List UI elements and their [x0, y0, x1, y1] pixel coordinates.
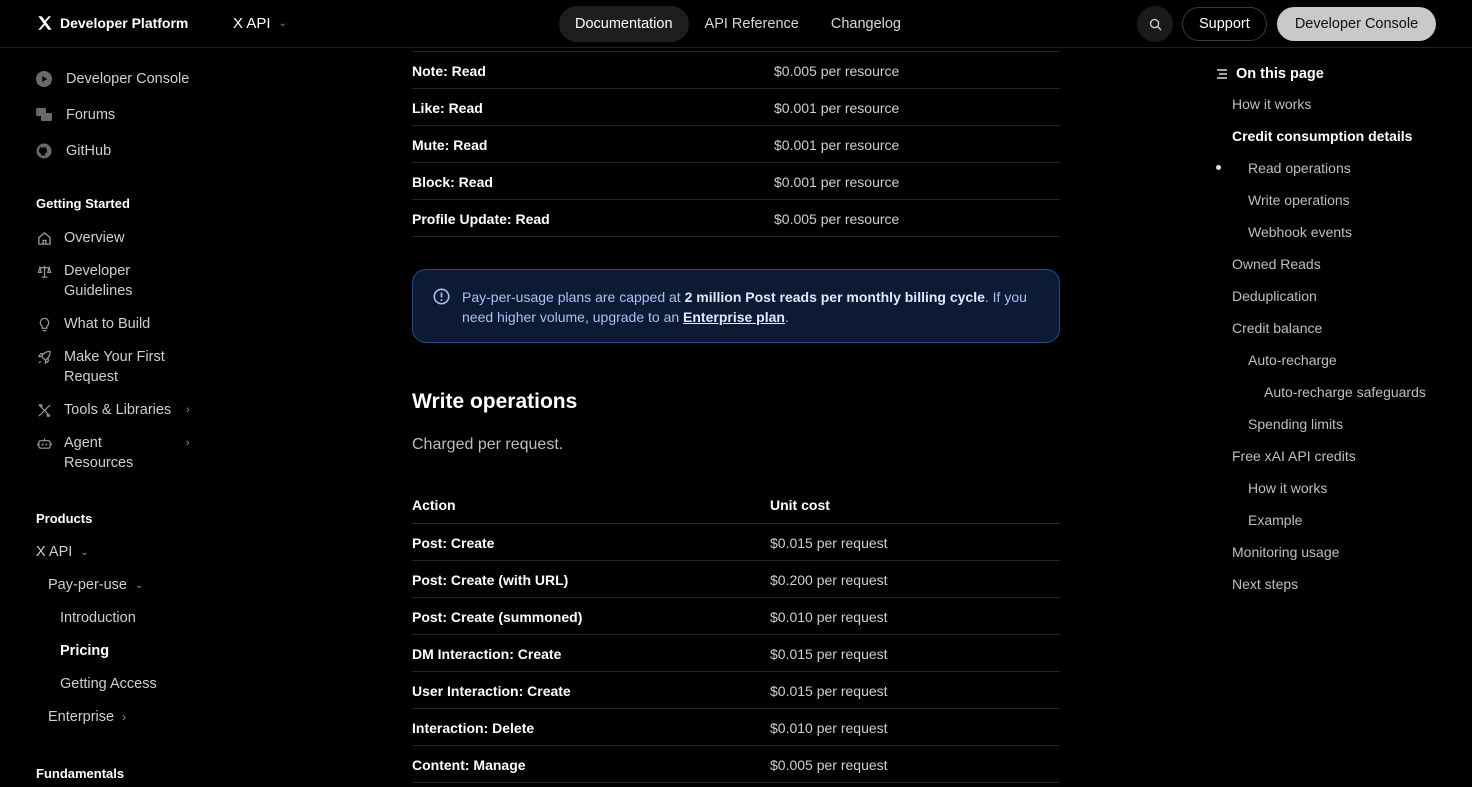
action-cell: Interaction: Delete	[412, 720, 535, 736]
x-logo-icon	[36, 14, 54, 32]
action-cell: DM Interaction: Create	[412, 646, 562, 662]
developer-console-button[interactable]: Developer Console	[1277, 7, 1436, 41]
section-heading-products: Products	[36, 511, 93, 526]
table-row	[412, 524, 1060, 561]
table-row	[412, 635, 1060, 672]
toc-item[interactable]: Credit balance	[1232, 320, 1323, 336]
toc-item[interactable]: Spending limits	[1248, 416, 1343, 432]
action-cell: Post: Create (with URL)	[412, 572, 569, 588]
toc-item[interactable]: Write operations	[1248, 192, 1350, 208]
toc-item[interactable]: Deduplication	[1232, 288, 1317, 304]
action-cell: Post: Create	[412, 535, 495, 551]
table-row	[412, 709, 1060, 746]
note-text-part: Pay-per-usage plans are capped at	[462, 289, 685, 305]
action-cell: Like: Read	[412, 100, 483, 116]
top-nav	[559, 6, 917, 42]
sidebar-item-developer-guidelines[interactable]	[36, 261, 186, 301]
sidebar-link-label: GitHub	[66, 143, 112, 159]
toc-item[interactable]: Credit consumption details	[1232, 128, 1413, 144]
chevron-right-icon: ›	[122, 710, 127, 724]
tab-documentation[interactable]: Documentation	[559, 6, 689, 42]
chevron-down-icon: ⌄	[134, 579, 144, 591]
sidebar-item-label: Developer Guidelines	[64, 263, 133, 299]
sidebar-item-pay-per-use[interactable]	[48, 577, 143, 593]
action-cell: User Interaction: Create	[412, 683, 571, 699]
sidebar-item-label: What to Build	[64, 316, 151, 332]
toc-item[interactable]: Free xAI API credits	[1232, 448, 1356, 464]
sidebar-item-what-to-build[interactable]	[36, 314, 206, 334]
tab-api-reference[interactable]: API Reference	[704, 16, 799, 32]
action-cell: Block: Read	[412, 174, 493, 190]
sidebar-item-tools-libraries[interactable]	[36, 400, 206, 420]
toc-item[interactable]: Read operations	[1248, 160, 1351, 176]
action-cell: Post: Create (summoned)	[412, 609, 583, 625]
info-circle-icon	[433, 288, 450, 305]
table-row	[412, 598, 1060, 635]
cost-cell: $0.200 per request	[770, 572, 888, 588]
note-text-part: . If you need higher volume, upgrade to an	[462, 289, 1027, 325]
sidebar-item-label: Agent Resources	[64, 435, 134, 471]
toc-title	[1216, 66, 1324, 82]
sidebar-link-github[interactable]	[36, 143, 111, 159]
chevron-down-icon: ⌄	[278, 18, 287, 29]
sidebar-item-introduction[interactable]: Introduction	[60, 610, 136, 626]
tools-icon	[36, 400, 52, 420]
enterprise-plan-link[interactable]: Enterprise plan	[683, 309, 785, 325]
search-button[interactable]	[1137, 6, 1173, 42]
toc-item[interactable]: Example	[1248, 512, 1303, 528]
cost-cell: $0.005 per resource	[774, 63, 900, 79]
write-operations-description: Charged per request.	[412, 436, 564, 453]
action-cell: Note: Read	[412, 63, 486, 79]
product-label: X API	[233, 15, 271, 32]
chevron-down-icon: ⌄	[80, 546, 89, 558]
sidebar-item-first-request[interactable]	[36, 347, 186, 387]
sidebar-item-enterprise[interactable]	[48, 709, 126, 725]
scale-icon	[36, 261, 52, 281]
table-row	[412, 672, 1060, 709]
sidebar-item-x-api[interactable]	[36, 544, 89, 560]
table-header	[412, 488, 1060, 524]
sidebar-item-label: Pay-per-use	[48, 577, 127, 593]
sidebar-item-getting-access[interactable]: Getting Access	[60, 676, 157, 692]
toc-item[interactable]: Next steps	[1232, 576, 1299, 592]
sidebar-item-label: Make Your First Request	[64, 349, 165, 385]
sidebar-item-overview[interactable]	[36, 228, 206, 248]
sidebar-item-pricing[interactable]: Pricing	[60, 643, 110, 659]
toc-item[interactable]: Auto-recharge	[1248, 352, 1337, 368]
toc-item[interactable]: Owned Reads	[1232, 256, 1321, 272]
x-logo[interactable]	[36, 14, 188, 32]
sidebar-item-label: Enterprise	[48, 709, 115, 725]
sidebar-link-label: Developer Console	[66, 71, 190, 87]
column-header-unit-cost: Unit cost	[770, 497, 830, 513]
cost-cell: $0.001 per resource	[774, 174, 900, 190]
note-bold-text: 2 million Post reads per monthly billing cycle	[684, 289, 985, 305]
toc-item[interactable]: Monitoring usage	[1232, 544, 1340, 560]
product-switcher[interactable]	[233, 15, 287, 32]
sidebar-item-agent-resources[interactable]	[36, 433, 206, 473]
home-icon	[36, 228, 52, 248]
cost-cell: $0.005 per request	[770, 757, 888, 773]
sidebar-item-label: Overview	[64, 230, 125, 246]
section-heading-getting-started: Getting Started	[36, 196, 130, 211]
cost-cell: $0.015 per request	[770, 535, 888, 551]
cost-cell: $0.001 per resource	[774, 137, 900, 153]
table-row	[412, 200, 1060, 237]
sidebar-item-label: Tools & Libraries	[64, 402, 172, 418]
table-row	[412, 163, 1060, 200]
cost-cell: $0.010 per request	[770, 609, 888, 625]
write-operations-heading: Write operations	[412, 390, 578, 413]
list-icon	[1216, 68, 1228, 80]
search-icon	[1148, 17, 1163, 32]
table-row	[412, 126, 1060, 163]
chat-bubbles-icon	[36, 107, 52, 123]
toc-item[interactable]: Auto-recharge safeguards	[1264, 384, 1426, 400]
sidebar-link-label: Forums	[66, 107, 116, 123]
play-circle-icon	[36, 71, 52, 87]
tab-changelog[interactable]: Changelog	[830, 16, 901, 32]
lightbulb-icon	[36, 314, 52, 334]
column-header-action: Action	[412, 497, 456, 513]
action-cell: Profile Update: Read	[412, 211, 550, 227]
cost-cell: $0.015 per request	[770, 646, 888, 662]
info-callout-text	[462, 287, 1042, 327]
chevron-right-icon: ›	[186, 404, 190, 416]
robot-icon	[36, 433, 52, 453]
toc-title-text: On this page	[1236, 66, 1324, 82]
table-row	[412, 89, 1060, 126]
toc-current-indicator	[1216, 165, 1221, 170]
note-text-part: .	[784, 309, 789, 325]
top-bar	[0, 0, 1472, 48]
cost-cell: $0.001 per resource	[774, 100, 900, 116]
action-cell: Mute: Read	[412, 137, 488, 153]
table-row	[412, 746, 1060, 783]
table-row	[412, 561, 1060, 598]
toc-item[interactable]: How it works	[1232, 96, 1312, 112]
info-callout	[412, 269, 1060, 343]
toc-item[interactable]: Webhook events	[1248, 224, 1353, 240]
github-icon	[36, 143, 52, 159]
chevron-right-icon: ›	[186, 437, 190, 449]
cost-cell: $0.010 per request	[770, 720, 888, 736]
cost-cell: $0.005 per resource	[774, 211, 900, 227]
cost-cell: $0.015 per request	[770, 683, 888, 699]
action-cell: Content: Manage	[412, 757, 526, 773]
rocket-icon	[36, 347, 52, 367]
sidebar-item-label: X API	[36, 544, 73, 560]
toc-item[interactable]: How it works	[1248, 480, 1328, 496]
sidebar-link-developer-console[interactable]	[36, 71, 189, 87]
left-sidebar	[0, 48, 230, 787]
table-row	[412, 52, 1060, 89]
brand-name: Developer Platform	[60, 15, 189, 31]
section-heading-fundamentals: Fundamentals	[36, 766, 125, 781]
support-button[interactable]: Support	[1182, 7, 1267, 41]
sidebar-link-forums[interactable]	[36, 107, 115, 123]
